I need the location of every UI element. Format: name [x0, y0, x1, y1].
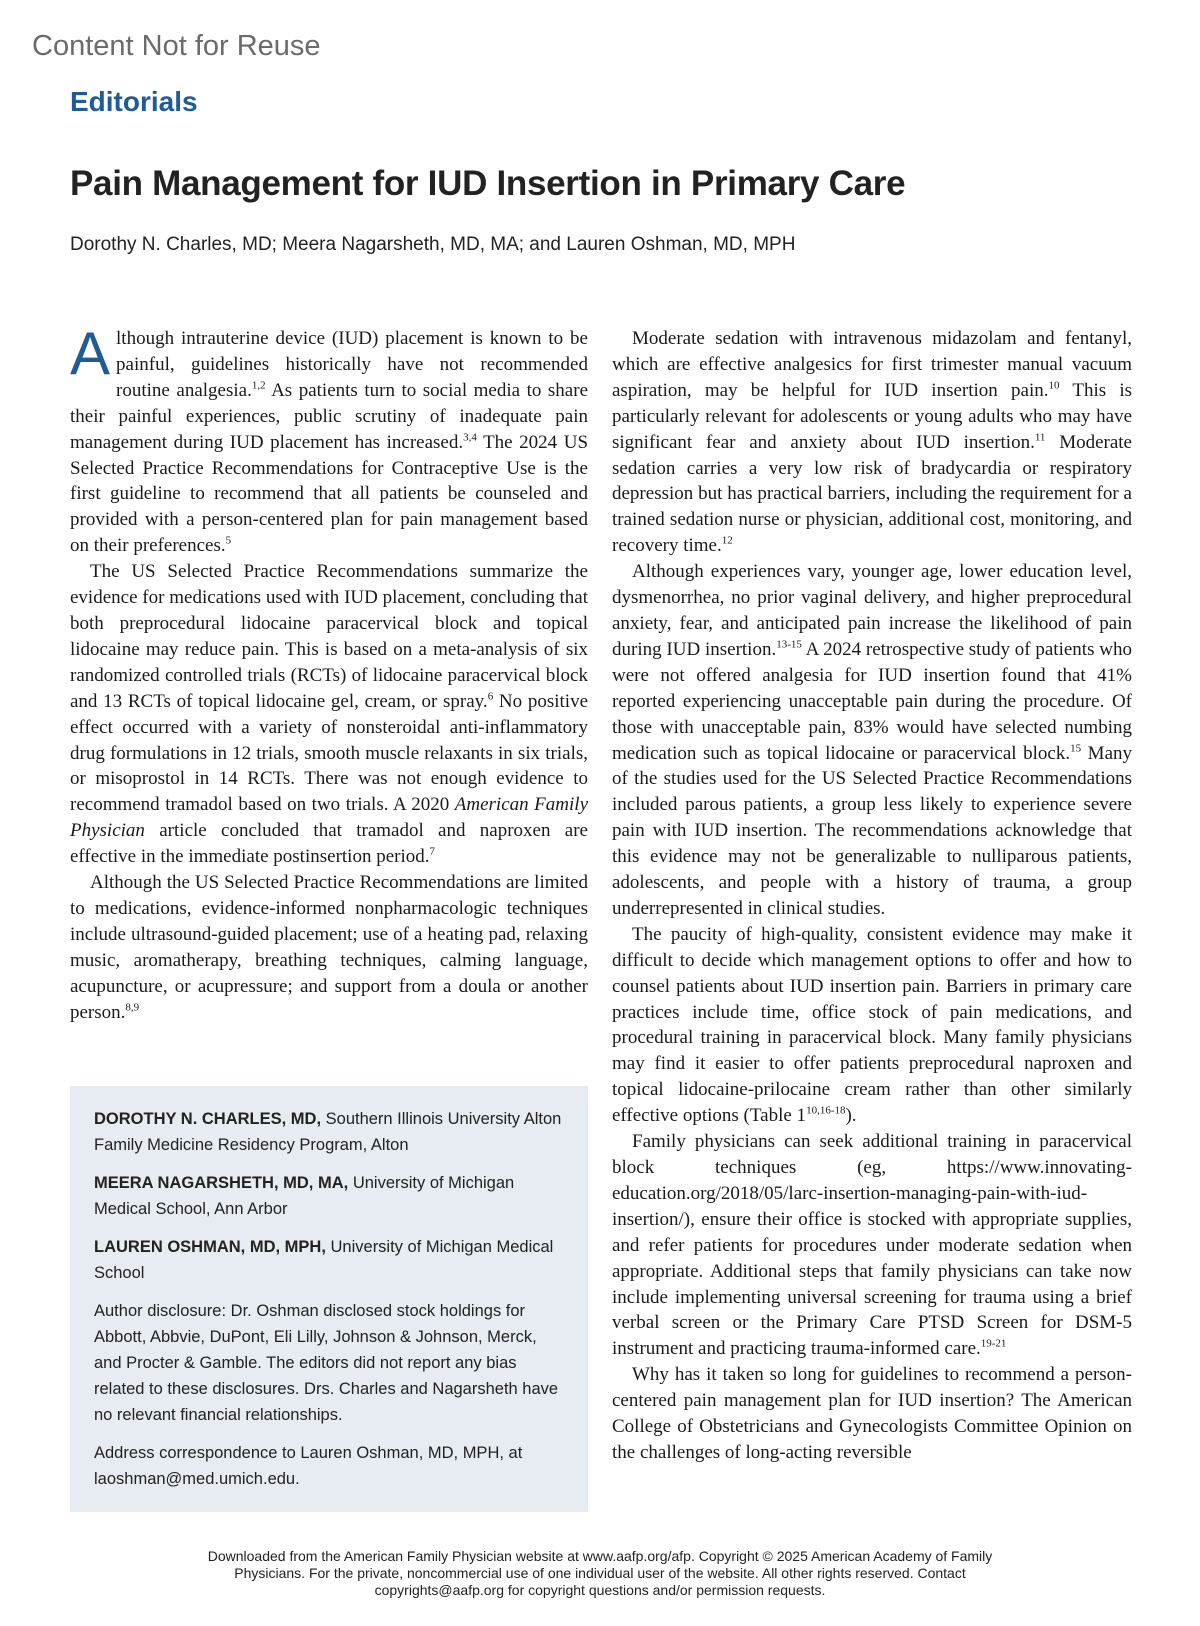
drop-cap: A [70, 320, 111, 387]
author-name: LAUREN OSHMAN, MD, MPH, [94, 1238, 326, 1256]
reference: 13-15 [776, 638, 802, 651]
affiliation: University of Michigan Medical School, Ann Arbor [94, 1174, 515, 1218]
text: As patients turn to social media to share their painful experiences, public scrutiny of inadequate pain management during IUD placement has increased. [70, 379, 588, 453]
paragraph [612, 922, 1132, 1129]
reference: 15 [1070, 742, 1082, 755]
text: Although the US Selected Practice Recommendations are limited to medications, evidence-informed nonpharmacologic techniques include ultrasound-guided placement; use of a heating pad, relaxing music, aromatherapy, breathing techniques, calming language, acupuncture, or acupressure; and support from a doula or another person. [70, 872, 588, 1023]
right-column [612, 326, 1132, 1466]
reference: 6 [487, 690, 494, 703]
text: This is particularly relevant for adolescents or young adults who may have significant fear and anxiety about IUD insertion. [612, 379, 1133, 453]
text: Although experiences vary, younger age, lower education level, dysmenorrhea, no prior vaginal delivery, and higher preprocedural anxiety, fear, and anticipated pain increase the likelihood of pain during IUD insertion. [612, 561, 1132, 660]
left-column [70, 320, 589, 1025]
copyright-footer: Downloaded from the American Family Physician website at www.aafp.org/afp. Copyright © 2025 American Academy of Family Physicians. For the private, noncommercial use of one individual user of the website. All other rights reserved. Contact copyrights@aafp.org for copyright questions and/or permission requests. [207, 1548, 993, 1598]
reference: 10,16-18 [806, 1104, 846, 1117]
journal-name: American Family Physician [70, 794, 589, 842]
watermark: Content Not for Reuse [32, 30, 321, 62]
paragraph [612, 1129, 1132, 1362]
text: Moderate sedation with intravenous midazolam and fentanyl, which are effective analgesics for first trimester manual vacuum aspiration, may be helpful for IUD insertion pain. [612, 328, 1132, 401]
paragraph [70, 870, 588, 1025]
text: Family physicians can seek additional training in paracervical block techniques (eg, https://www.innovating-education.org/2018/05/larc-insertion-managing-pain-with-iud-insertion/), ensure their office is stocked with appropriate supplies, and refer patients for procedures under moderate sedation when appropriate. Additional steps that family physicians can take now include implementing universal screening for trauma using a brief verbal screen or the Primary Care PTSD Screen for DSM-5 instrument and practicing trauma-informed care. [612, 1131, 1132, 1360]
text: Many of the studies used for the US Selected Practice Recommendations included parous patients, a group less likely to experience severe pain with IUD insertion. The recommendations acknowledge that this evidence may not be generalizable to nulliparous patients, adolescents, and people with a history of trauma, a group underrepresented in clinical studies. [612, 742, 1133, 919]
section-label: Editorials [70, 86, 198, 117]
text: The 2024 US Selected Practice Recommendations for Contraceptive Use is the first guideline to recommend that all patients be counseled and provided with a person-centered plan for pain management based on their preferences. [70, 431, 589, 557]
author-name: DOROTHY N. CHARLES, MD, [94, 1110, 322, 1128]
paragraph [612, 559, 1132, 922]
author-byline: Dorothy N. Charles, MD; Meera Nagarsheth, MD, MA; and Lauren Oshman, MD, MPH [70, 234, 796, 255]
reference: 5 [225, 534, 232, 547]
reference: 7 [429, 845, 435, 858]
disclosure: Author disclosure: Dr. Oshman disclosed stock holdings for Abbott, Abbvie, DuPont, Eli Lilly, Johnson & Johnson, Merck, and Procter & Gamble. The editors did not report any bias related to these disclosures. Drs. Charles and Nagarsheth have no relevant financial relationships. [94, 1302, 559, 1424]
affiliation: University of Michigan Medical School [94, 1238, 554, 1282]
paragraph [70, 320, 589, 559]
reference: 19-21 [980, 1338, 1007, 1351]
reference: 12 [721, 534, 733, 547]
paragraph [612, 1362, 1132, 1466]
article-title: Pain Management for IUD Insertion in Primary Care [70, 164, 906, 203]
text: Why has it taken so long for guidelines to recommend a person-centered pain management plan for IUD insertion? The American College of Obstetricians and Gynecologists Committee Opinion on the challenges of long-acting reversible [612, 1364, 1132, 1463]
author-affiliation [94, 1234, 564, 1286]
text: ). [845, 1105, 857, 1127]
reference: 10 [1048, 379, 1060, 392]
paragraph [70, 559, 588, 870]
text: article concluded that tramadol and naproxen are effective in the immediate postinsertion period. [70, 820, 588, 868]
text: The US Selected Practice Recommendations summarize the evidence for medications used with IUD placement, concluding that both preprocedural lidocaine paracervical block and topical lidocaine may reduce pain. This is based on a meta-analysis of six randomized controlled trials (RCTs) of lidocaine paracervical block and 13 RCTs of topical lidocaine gel, cream, or spray. [70, 561, 588, 712]
paragraph [612, 326, 1132, 559]
text: The paucity of high-quality, consistent evidence may make it difficult to decide which management options to offer and how to counsel patients about IUD insertion pain. Barriers in primary care practices include time, office stock of pain medications, and procedural training in paracervical block. Many family physicians may find it easier to offer patients preprocedural naproxen and topical lidocaine-prilocaine cream rather than other similarly effective options (Table 1 [612, 923, 1132, 1127]
reference: 3,4 [463, 431, 477, 444]
author-affiliation [94, 1170, 564, 1222]
author-info-box [70, 1086, 588, 1512]
author-name: MEERA NAGARSHETH, MD, MA, [94, 1174, 349, 1192]
text: Moderate sedation carries a very low risk of bradycardia or respiratory depression but has practical barriers, including the requirement for a trained sedation nurse or physician, additional cost, monitoring, and recovery time. [612, 431, 1132, 557]
reference: 8,9 [125, 1001, 140, 1014]
affiliation: Southern Illinois University Alton Family Medicine Residency Program, Alton [94, 1110, 562, 1154]
text: No positive effect occurred with a variety of nonsteroidal anti-inflammatory drug formulations in 12 trials, smooth muscle relaxants in six trials, or misoprostol in 14 RCTs. There was not enough evidence to recommend tramadol based on two trials. A 2020 [70, 690, 589, 816]
text: lthough intrauterine device (IUD) placement is known to be painful, guidelines historically have not recommended routine analgesia. [116, 328, 588, 401]
reference: 1,2 [251, 379, 266, 392]
reference: 11 [1034, 431, 1046, 444]
author-affiliation [94, 1106, 564, 1158]
correspondence: Address correspondence to Lauren Oshman, MD, MPH, at laoshman@med.umich.edu. [94, 1444, 523, 1488]
text: A 2024 retrospective study of patients who were not offered analgesia for IUD insertion found that 41% reported experiencing unacceptable pain during the procedure. Of those with unacceptable pain, 83% would have selected numbing medication such as topical lidocaine or paracervical block. [612, 638, 1132, 764]
